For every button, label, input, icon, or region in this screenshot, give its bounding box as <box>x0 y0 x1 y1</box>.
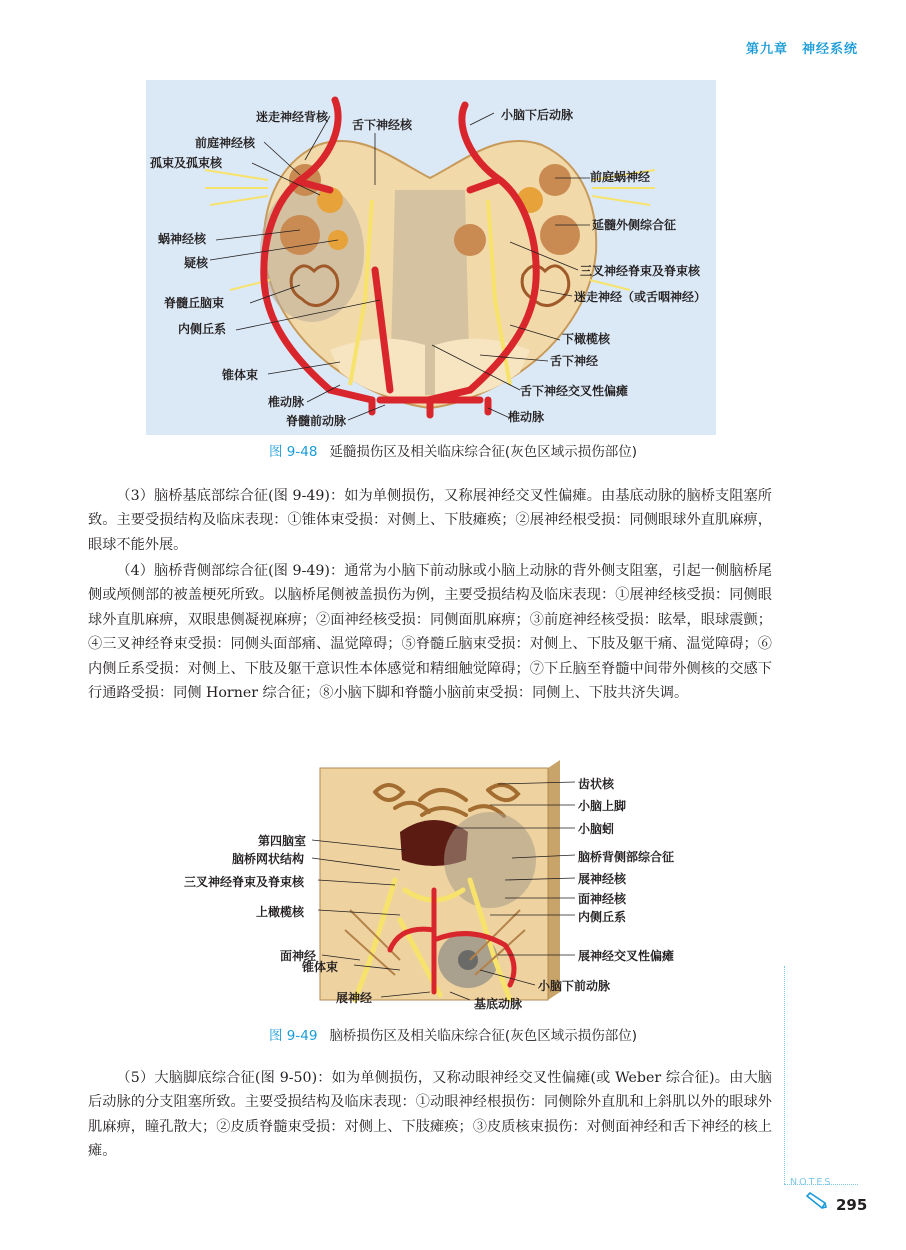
label-trigeminal-spinal-tract: 三叉神经脊束及脊束核 <box>184 875 305 889</box>
chapter-number: 第九章 <box>745 42 788 57</box>
label-abducens-nucleus: 展神经核 <box>578 872 627 886</box>
label-pontine-reticular-formation: 脑桥网状结构 <box>232 852 305 866</box>
figure-number: 图 9-48 <box>269 444 318 460</box>
figure-medulla <box>0 0 906 470</box>
paragraph-peduncular-syndrome: （5）大脑脚底综合征(图 9-50)：如为单侧损伤，又称动眼神经交叉性偏瘫(或 Weber 综合征)。由大脑后动脉的分支阻塞所致。主要受损结构及临床表现：①动眼神经根损伤：同侧除外直肌和上斜肌以外的眼球外肌麻痹，瞳孔散大；②皮质脊髓束受损：对侧上、下肢瘫痪；③皮质核束损伤：对侧面神经和舌下神经的核上瘫。 <box>88 1070 772 1160</box>
label-dentate-nucleus: 齿状核 <box>578 777 615 791</box>
figure-caption-9-49 <box>0 1024 906 1044</box>
figure-number: 图 9-49 <box>269 1028 318 1044</box>
label-lateral-medullary-syndrome: 延髓外侧综合征 <box>592 218 677 232</box>
label-hypoglossal-alternating-hemiplegia: 舌下神经交叉性偏瘫 <box>520 384 629 398</box>
label-vagus-dorsal-nucleus: 迷走神经背核 <box>256 110 329 124</box>
label-dorsal-pontine-syndrome: 脑桥背侧部综合征 <box>578 850 675 864</box>
label-cochlear-nucleus: 蜗神经核 <box>158 232 207 246</box>
label-facial-nerve: 面神经 <box>280 949 317 963</box>
figure-caption-text: 延髓损伤区及相关临床综合征(灰色区域示损伤部位) <box>329 444 637 460</box>
label-hypoglossal-nerve: 舌下神经 <box>550 354 599 368</box>
label-aica: 小脑下前动脉 <box>538 979 611 993</box>
label-pyramidal-tract: 锥体束 <box>222 368 259 382</box>
label-vestibular-nucleus: 前庭神经核 <box>195 136 256 150</box>
label-trigeminal-spinal-tract: 三叉神经脊束及脊束核 <box>580 264 701 278</box>
chapter-title: 神经系统 <box>801 42 858 57</box>
label-pyramidal-tract: 锥体束 <box>302 960 339 974</box>
figure-caption-text: 脑桥损伤区及相关临床综合征(灰色区域示损伤部位) <box>329 1028 637 1044</box>
label-spinothalamic-tract: 脊髓丘脑束 <box>164 296 225 310</box>
notes-rail <box>784 966 785 1184</box>
label-vertebral-artery-right: 椎动脉 <box>508 410 545 424</box>
label-superior-cerebellar-peduncle: 小脑上脚 <box>578 799 627 813</box>
label-pica: 小脑下后动脉 <box>501 108 574 122</box>
figure-pons <box>0 760 906 1020</box>
label-abducens-alternating-hemiplegia: 展神经交叉性偏瘫 <box>578 949 675 963</box>
label-facial-nucleus: 面神经核 <box>578 892 627 906</box>
label-anterior-spinal-artery: 脊髓前动脉 <box>286 414 347 428</box>
label-vagus-nerve: 迷走神经（或舌咽神经） <box>574 290 707 304</box>
paragraph-pontine-basal-syndrome: （3）脑桥基底部综合征(图 9-49)：如为单侧损伤，又称展神经交叉性偏瘫。由基底动脉的脑桥支阻塞所致。主要受损结构及临床表现：①锥体束受损：对侧上、下肢瘫痪；②展神经根受损：同侧眼球外直肌麻痹，眼球不能外展。 <box>88 488 772 553</box>
label-vermis: 小脑蚓 <box>578 822 615 836</box>
label-fourth-ventricle: 第四脑室 <box>258 834 307 848</box>
label-solitary-tract: 孤束及孤束核 <box>150 156 223 170</box>
medulla-diagram <box>0 0 906 470</box>
label-basilar-artery: 基底动脉 <box>474 997 523 1011</box>
label-vestibulocochlear-nerve: 前庭蜗神经 <box>590 170 651 184</box>
label-hypoglossal-nucleus: 舌下神经核 <box>352 118 413 132</box>
pons-diagram <box>0 760 906 1020</box>
paragraph-pontine-dorsal-syndrome: （4）脑桥背侧部综合征(图 9-49)：通常为小脑下前动脉或小脑上动脉的背外侧支阻塞，引起一侧脑桥尾侧或颅侧部的被盖梗死所致。以脑桥尾侧被盖损伤为例，主要受损结构及临床表现：①展神经核受损：同侧眼球外直肌麻痹，双眼患侧凝视麻痹；②面神经核受损：同侧面肌麻痹；③前庭神经核受损：眩晕，眼球震颤；④三叉神经脊束受损：同侧头面部痛、温觉障碍；⑤脊髓丘脑束受损：对侧上、下肢及躯干痛、温觉障碍；⑥内侧丘系受损：对侧上、下肢及躯干意识性本体感觉和精细触觉障碍；⑦下丘脑至脊髓中间带外侧核的交感下行通路受损：同侧 Horner 综合征；⑧小脑下脚和脊髓小脑前束受损：同侧上、下肢共济失调。 <box>88 563 772 702</box>
label-medial-lemniscus: 内侧丘系 <box>578 910 627 924</box>
label-abducens-nerve: 展神经 <box>336 991 373 1005</box>
label-nucleus-ambiguus: 疑核 <box>184 256 209 270</box>
notes-label: NOTES <box>790 1177 833 1188</box>
label-inferior-olive: 下橄榄核 <box>562 332 611 346</box>
pen-icon <box>804 1192 830 1212</box>
label-vertebral-artery-left: 椎动脉 <box>268 395 305 409</box>
page-number: 295 <box>836 1196 868 1214</box>
label-superior-olive: 上橄榄核 <box>256 905 305 919</box>
figure-caption-9-48 <box>0 440 906 460</box>
label-medial-lemniscus: 内侧丘系 <box>178 322 227 336</box>
